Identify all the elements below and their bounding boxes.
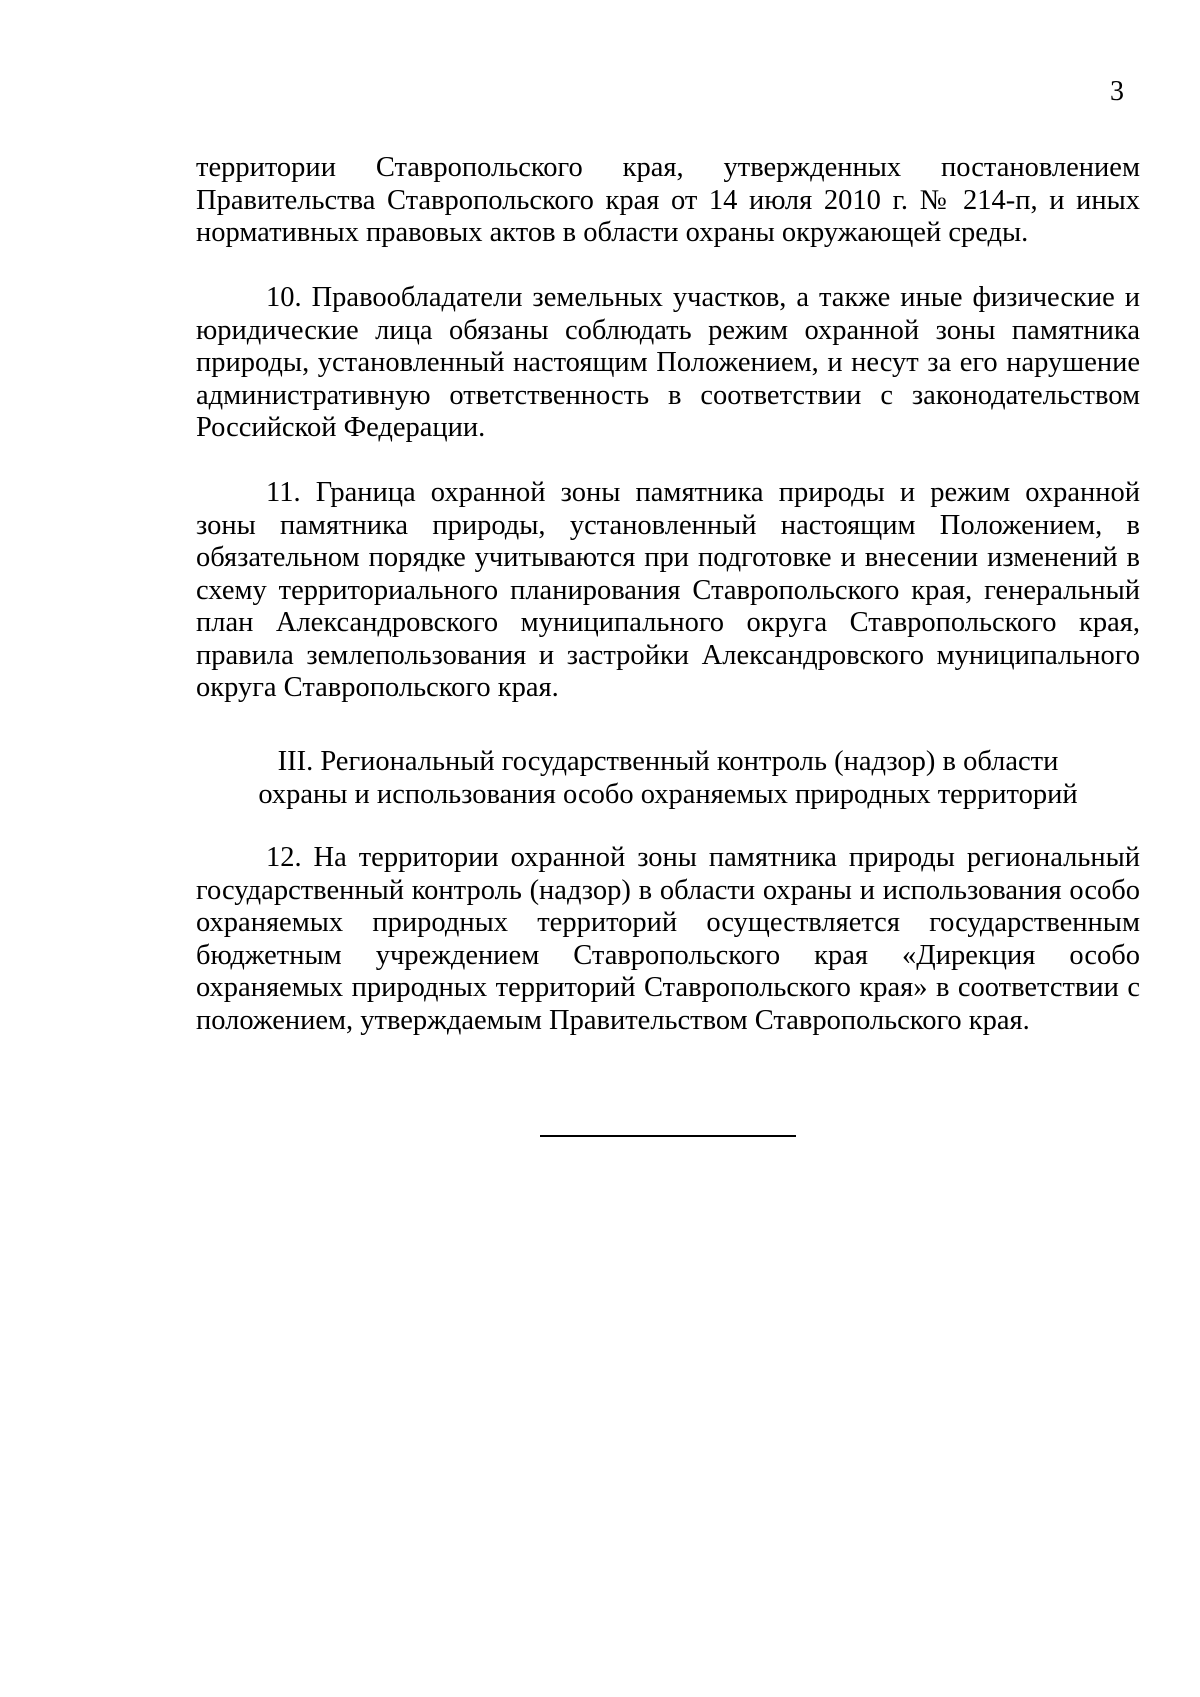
section-heading (196, 745, 1140, 811)
paragraph-12: 12. На территории охранной зоны памятника природы региональный государственный контроль (надзор) в области охраны и использования особо охраняемых природных территорий осуществляется государственным бюджетным учреждением Ставропольского края «Дирекция особо охраняемых природных территорий Ставропольского края» в соответствии с положением, утверждаемым Правительством Ставропольского края. (196, 842, 1140, 1036)
paragraph-11: 11. Граница охранной зоны памятника природы и режим охранной зоны памятника природы, установленный настоящим Положением, в обязательном порядке учитываются при подготовке и внесении изменений в схему территориального планирования Ставропольского края, генеральный план Александровского муниципального округа Ставропольского края, правила землепользования и застройки Александровского муниципального округа Ставропольского края. (196, 477, 1140, 703)
page-number: 3 (1110, 76, 1124, 107)
section-heading-line-2: охраны и использования особо охраняемых природных территорий (258, 779, 1078, 810)
section-heading-line-1: III. Региональный государственный контроль (надзор) в области (277, 746, 1059, 777)
paragraph-10: 10. Правообладатели земельных участков, а также иные физические и юридические лица обязаны соблюдать режим охранной зоны памятника природы, установленный настоящим Положением, и несут за его нарушение административную ответственность в соответствии с законодательством Российской Федерации. (196, 282, 1140, 443)
paragraph-continuation: территории Ставропольского края, утвержденных постановлением Правительства Ставропольского края от 14 июля 2010 г. № 214-п, и иных нормативных правовых актов в области охраны окружающей среды. (196, 152, 1140, 248)
end-of-document-rule (540, 1135, 796, 1137)
